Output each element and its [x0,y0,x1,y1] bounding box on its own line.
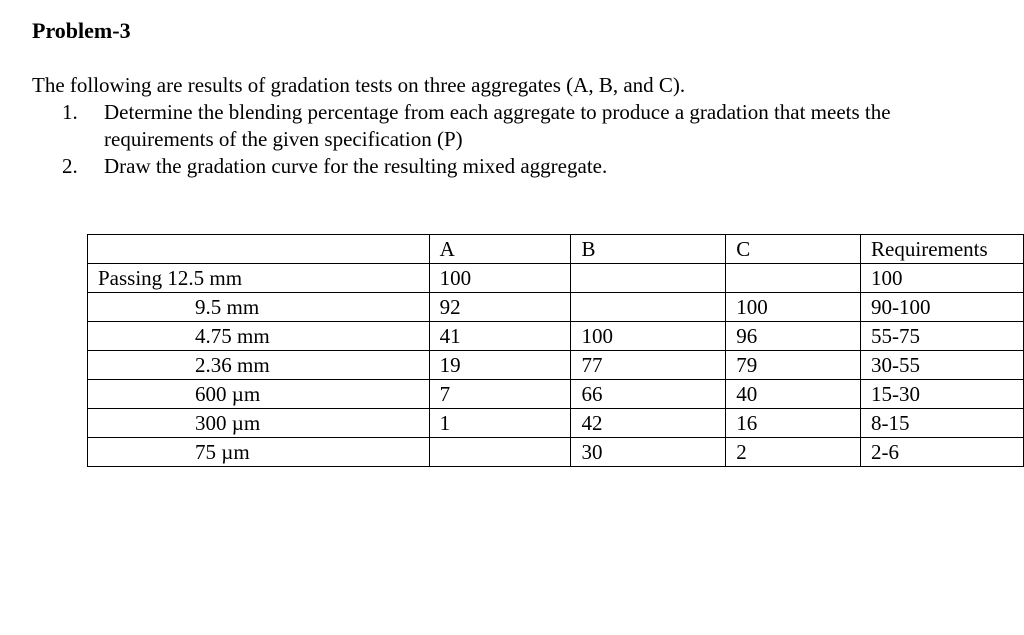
intro-text: The following are results of gradation tests on three aggregates (A, B, and C). [32,73,686,97]
table-row [88,438,1024,467]
task-number: 2. [62,154,78,178]
header-cell-b: B [571,235,726,264]
table-row [88,380,1024,409]
requirement-cell: 8-15 [861,409,1024,438]
a-cell [429,438,571,467]
task-item [62,153,891,180]
c-cell [726,264,861,293]
task-text [104,153,607,180]
requirement-cell: 90-100 [861,293,1024,322]
requirement-cell: 100 [861,264,1024,293]
table-row [88,351,1024,380]
b-cell: 42 [571,409,726,438]
c-cell: 2 [726,438,861,467]
b-cell: 30 [571,438,726,467]
table-row [88,293,1024,322]
problem-title: Problem-3 [32,18,131,43]
c-cell: 40 [726,380,861,409]
a-cell: 19 [429,351,571,380]
header-cell-c: C [726,235,861,264]
task-text-line: Draw the gradation curve for the resulting mixed aggregate. [104,154,608,178]
a-cell: 100 [429,264,571,293]
table-header-row [88,235,1024,264]
a-cell: 41 [429,322,571,351]
b-cell: 77 [571,351,726,380]
b-cell: 66 [571,380,726,409]
header-cell-a: A [429,235,571,264]
c-cell: 79 [726,351,861,380]
a-cell: 7 [429,380,571,409]
table-row [88,409,1024,438]
header-cell-requirements: Requirements [861,235,1024,264]
sieve-cell: Passing 12.5 mm [88,264,430,293]
gradation-table [87,234,1024,467]
table-row [88,322,1024,351]
task-item [62,99,891,153]
c-cell: 100 [726,293,861,322]
sieve-cell: 300 µm [88,409,430,438]
b-cell [571,293,726,322]
task-number: 1. [62,100,78,124]
task-text-line: requirements of the given specification (P) [104,127,463,151]
requirement-cell: 15-30 [861,380,1024,409]
a-cell: 92 [429,293,571,322]
requirement-cell: 30-55 [861,351,1024,380]
a-cell: 1 [429,409,571,438]
sieve-cell: 2.36 mm [88,351,430,380]
requirement-cell: 2-6 [861,438,1024,467]
table-row [88,264,1024,293]
requirement-cell: 55-75 [861,322,1024,351]
task-text-line: Determine the blending percentage from each aggregate to produce a gradation that meets the [104,100,891,124]
b-cell: 100 [571,322,726,351]
b-cell [571,264,726,293]
sieve-cell: 600 µm [88,380,430,409]
task-list [62,99,891,180]
c-cell: 96 [726,322,861,351]
sieve-cell: 4.75 mm [88,322,430,351]
sieve-cell: 75 µm [88,438,430,467]
c-cell: 16 [726,409,861,438]
header-cell-sieve [88,235,430,264]
sieve-cell: 9.5 mm [88,293,430,322]
task-text [104,99,891,153]
